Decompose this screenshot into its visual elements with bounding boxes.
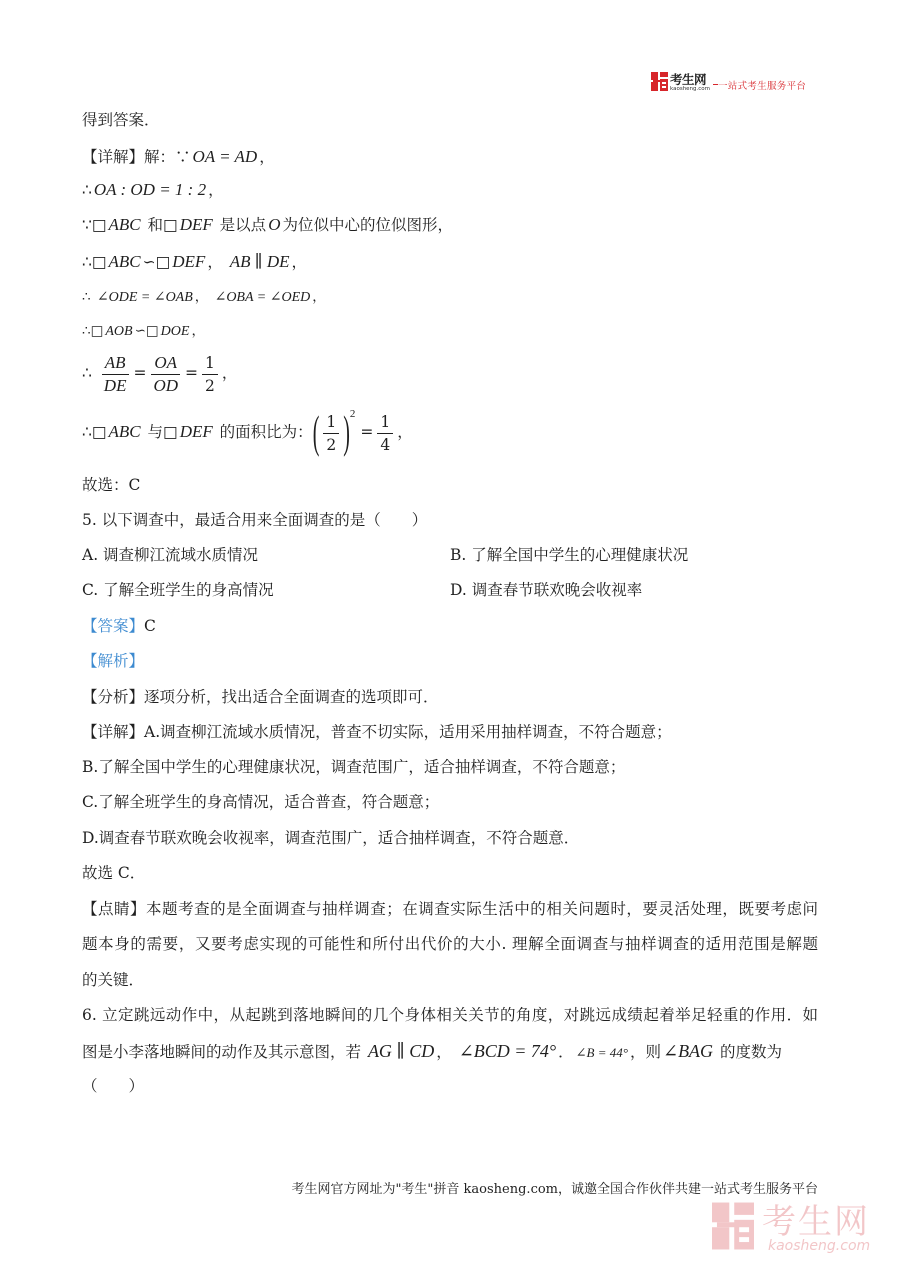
denominator: 4 [380, 435, 391, 454]
fraction-one-quarter [377, 411, 393, 456]
math-expression: ∠BCD = 74° [458, 1041, 557, 1061]
right-paren: ) [343, 407, 350, 459]
brand-domain: kaosheng.com [670, 86, 711, 92]
math-expression: ABC [108, 422, 141, 441]
numerator: 1 [202, 352, 218, 375]
watermark [712, 1200, 882, 1260]
similar-symbol: ∽□ [142, 253, 171, 271]
fraction-one-half [323, 411, 339, 456]
prev-detail-line-3 [82, 213, 453, 237]
text: 故选 C． [82, 864, 146, 882]
math-expression: OA : OD = 1 : 2 [93, 180, 207, 199]
answer-label: 【答案】 [82, 617, 145, 635]
watermark-logo-icon [712, 1202, 754, 1250]
denominator: OD [153, 375, 179, 395]
denominator: DE [103, 375, 127, 395]
punctuation: ， [207, 253, 228, 271]
equals-sign: = [185, 364, 199, 382]
text: 【详解】A.调查柳江流域水质情况，普查不切实际，适用采用抽样调查，不符合题意； [82, 723, 672, 741]
brand-logo-icon [651, 72, 668, 91]
q5-detail-line [82, 826, 579, 850]
equals-sign: = [360, 423, 374, 441]
because-symbol: ∵ [175, 148, 191, 166]
denominator: 2 [205, 376, 215, 395]
q5-comment-line [82, 968, 144, 992]
q5-options-row-2 [82, 578, 643, 602]
math-expression: AOB [105, 324, 133, 339]
punctuation: ， [436, 1043, 457, 1061]
punctuation: ， [259, 148, 275, 166]
analysis-label: 【解析】 [82, 652, 145, 670]
q6-stem-line-1: 6. 立定跳远动作中，从起跳到落地瞬间的几个身体相关关节的角度，对跳远成绩起着举足轻重的作用．如 [82, 1006, 818, 1024]
answer-blank: （ ） [82, 1077, 145, 1095]
math-expression: DEF [179, 215, 213, 234]
page-footer: 考生网官方网址为"考生"拼音 kaosheng.com，诚邀全国合作伙伴共建一站式考生服务平台 [291, 1182, 818, 1197]
therefore-symbol: ∴□ [82, 323, 104, 339]
brand-name: 考生网 [670, 72, 707, 87]
prev-detail-line-2 [82, 178, 224, 202]
q6-stem-line-2 [82, 1039, 782, 1063]
q5-comment-line: 题本身的需要，又要考虑实现的可能性和所付出代价的大小. 理解全面调查与抽样调查的适用范围是解题 [82, 935, 818, 953]
prev-detail-line-6 [82, 319, 205, 343]
q5-detail-line [82, 755, 625, 779]
math-expression: ABC [108, 215, 141, 234]
numerator: 1 [323, 411, 339, 434]
text: 为位似中心的位似图形， [282, 216, 453, 234]
text: 【分析】逐项分析，找出适合全面调查的选项即可． [82, 688, 439, 706]
prev-detail-line-7 [82, 347, 237, 399]
math-expression: ∠OBA = ∠OED [214, 290, 311, 305]
text: B.了解全国中学生的心理健康状况，调查范围广，适合抽样调查，不符合题意； [82, 758, 626, 776]
numerator: 1 [377, 411, 393, 434]
punctuation: ， [221, 364, 238, 382]
text: 5. 以下调查中，最适合用来全面调查的是（ ） [82, 511, 428, 529]
header-logo [651, 72, 821, 94]
text: 得到答案． [82, 111, 160, 129]
exponent: 2 [349, 408, 356, 420]
text: 和□ [142, 216, 178, 234]
answer-value: C [144, 617, 156, 635]
left-paren: ( [312, 407, 320, 459]
punctuation: ， [397, 423, 413, 441]
fraction-ab-over-de [101, 352, 130, 397]
punctuation: ， [312, 289, 326, 305]
q5-analysis-label [82, 649, 144, 673]
detail-label: 【详解】解： [82, 148, 176, 166]
therefore-symbol: ∴□ [82, 423, 107, 441]
prev-detail-line-5 [82, 285, 326, 309]
math-expression: ∠B = 44° [575, 1045, 628, 1060]
math-expression: DEF [179, 422, 213, 441]
q5-detail-line [82, 790, 439, 814]
prev-choice [82, 473, 140, 497]
fraction-one-half [202, 352, 218, 397]
text: 的面积比为： [214, 423, 313, 441]
text: 图是小李落地瞬间的动作及其示意图，若 [82, 1043, 366, 1061]
punctuation: ， [191, 323, 205, 339]
math-expression: ∠BAG [662, 1041, 714, 1061]
math-expression: OA = AD [192, 147, 258, 166]
punctuation: ． [558, 1043, 574, 1061]
therefore-symbol: ∴ [82, 181, 92, 199]
text: D.调查春节联欢晚会收视率，调查范围广，适合抽样调查，不符合题意． [82, 829, 580, 847]
prev-detail-line-4 [82, 250, 307, 274]
therefore-symbol: ∴□ [82, 253, 107, 271]
q5-comment-line: 【点睛】本题考查的是全面调查与抽样调查；在调查实际生活中的相关问题时，要灵活处理，既要考虑问 [82, 900, 818, 918]
text: ，则 [629, 1043, 661, 1061]
therefore-symbol: ∴ [82, 364, 97, 382]
option-c: C. 了解全班学生的身高情况 [82, 581, 274, 599]
text: 是以点 [214, 216, 267, 234]
q5-choice [82, 861, 145, 885]
q5-stem [82, 508, 427, 532]
prev-detail-line-1 [82, 145, 275, 169]
math-expression: ∠ODE = ∠OAB [96, 290, 193, 305]
text: C.了解全班学生的身高情况，适合普查，符合题意； [82, 793, 440, 811]
text: 的度数为 [715, 1043, 782, 1061]
q5-answer [82, 614, 156, 638]
prev-detail-line-8 [82, 403, 413, 461]
q6-stem-line-3 [82, 1074, 144, 1098]
q5-analysis [82, 685, 439, 709]
punctuation: ， [291, 253, 308, 271]
math-expression: ABC [108, 252, 141, 271]
text: 故选：C [82, 476, 141, 494]
denominator: 2 [326, 435, 337, 454]
option-a: A. 调查柳江流域水质情况 [82, 546, 259, 564]
math-expression: AG ∥ CD [367, 1041, 435, 1061]
fraction-oa-over-od [150, 352, 181, 397]
watermark-domain: kaosheng.com [768, 1238, 871, 1254]
similar-symbol: ∽□ [134, 323, 159, 339]
numerator: AB [102, 352, 129, 375]
q5-detail-line [82, 720, 672, 744]
punctuation: ， [194, 289, 213, 305]
q5-options-row-1 [82, 543, 689, 567]
text: 与□ [142, 423, 178, 441]
because-symbol: ∵□ [82, 216, 107, 234]
therefore-symbol: ∴ [82, 289, 95, 305]
text: 的关键． [82, 971, 145, 989]
prev-solution-tail [82, 108, 160, 132]
math-expression: AB ∥ DE [229, 252, 290, 271]
math-expression: DEF [172, 252, 206, 271]
equals-sign: = [133, 364, 147, 382]
math-expression: DOE [160, 324, 190, 339]
header-slogan: 一站式考生服务平台 [718, 81, 807, 92]
math-expression: O [268, 215, 281, 234]
option-b: B. 了解全国中学生的心理健康状况 [450, 546, 689, 564]
punctuation: ， [208, 181, 224, 199]
option-d: D. 调查春节联欢晚会收视率 [450, 581, 643, 599]
numerator: OA [151, 352, 180, 375]
watermark-name: 考生网 [762, 1202, 870, 1242]
